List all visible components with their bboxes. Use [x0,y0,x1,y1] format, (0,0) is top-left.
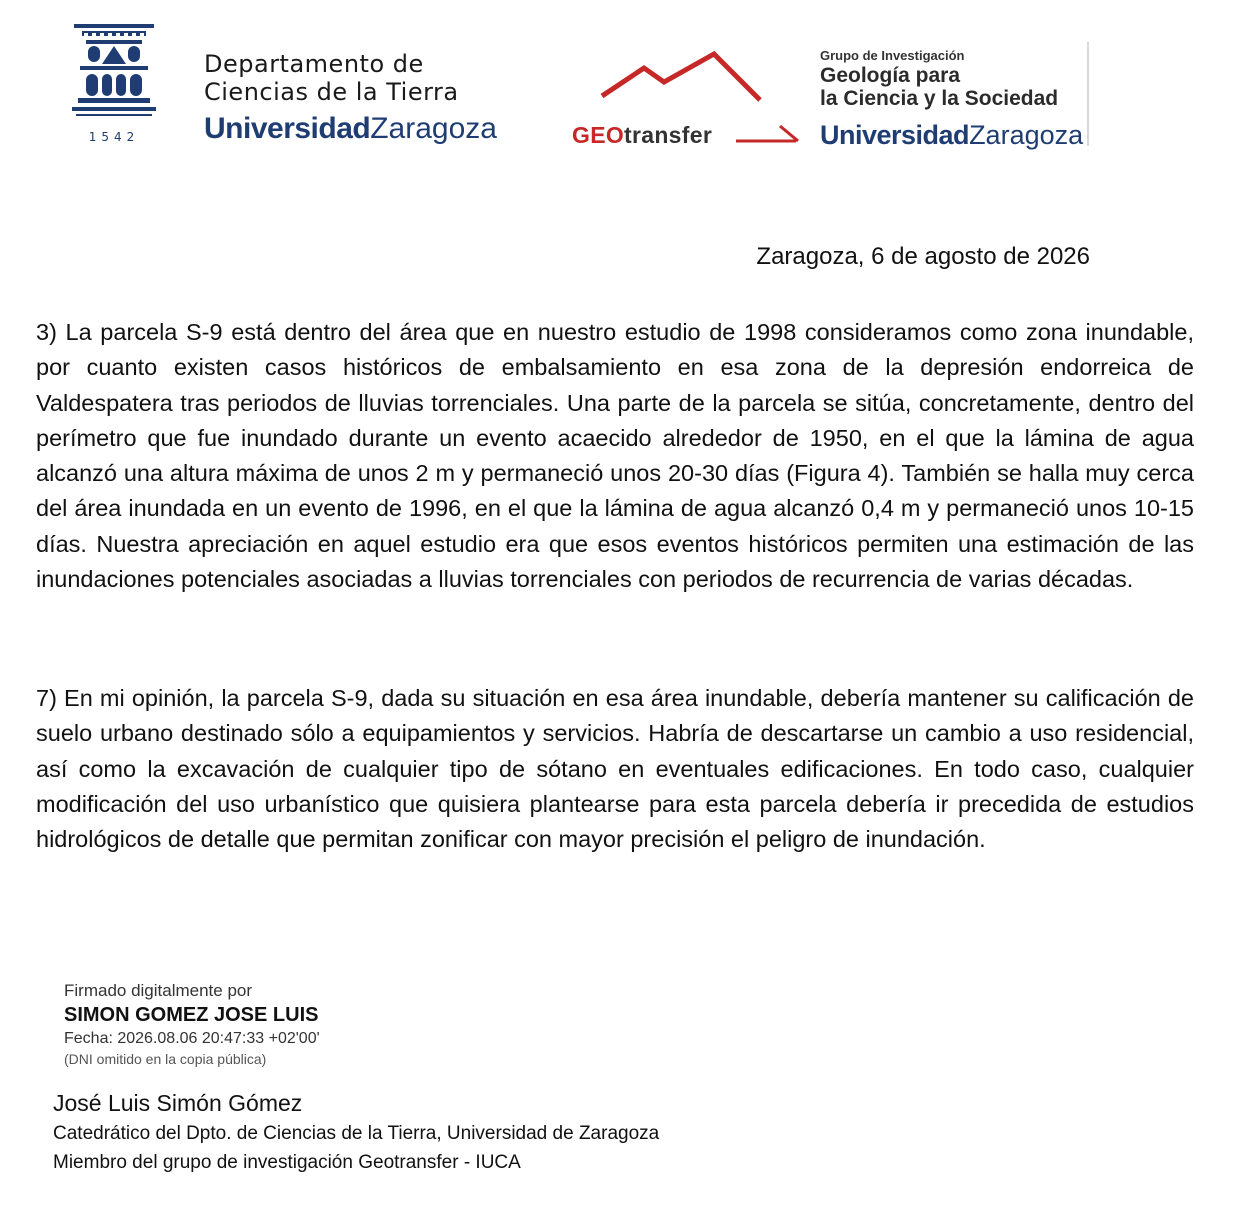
paragraph-7: 7) En mi opinión, la parcela S-9, dada su situación en esa área inundable, debería mantener su calificación de suelo urbano destinado sólo a equipamientos y servicios. Habría de descartarse un cambio a uso residencial, así como la excavación de cualquier tipo de sótano en eventuales edificaciones. En todo caso, cualquier modificación del uso urbanístico que quisiera plantearse para esta parcela debería ir precedida de estudios hidrológicos de detalle que permitan zonificar con mayor precisión el peligro de inundación. [36,685,1194,853]
signer-name: José Luis Simón Gómez [53,1090,303,1116]
geo-wordmark-light: Zaragoza [969,120,1084,150]
geotransfer-name [572,122,712,149]
geo-wordmark-bold: Universidad [820,120,970,150]
university-wordmark [204,112,514,146]
transfer-text: transfer [624,122,713,148]
signer-block [53,1087,953,1177]
underline-arrow-icon [736,122,802,146]
department-logo [204,50,514,146]
paragraph-3: 3) La parcela S-9 está dentro del área que en nuestro estudio de 1998 consideramos como zona inundable, por cuanto existen casos históricos de embalsamiento en esa zona de la depresión endorreica de Valdespatera tras periodos de lluvias torrenciales. Una parte de la parcela se sitúa, concretamente, dentro del perímetro que fue inundado durante un evento acaecido alrededor de 1950, en el que la lámina de agua alcanzó una altura máxima de unos 2 m y permaneció unos 20-30 días (Figura 4). También se halla muy cerca del área inundada en un evento de 1996, en el que la lámina de agua alcanzó 0,4 m y permaneció unos 10-15 días. Nuestra apreciación en aquel estudio era que esos eventos históricos permiten una estimación de las inundaciones potenciales asociadas a lluvias torrenciales con periodos de recurrencia de varias décadas. [36,319,1194,593]
research-group-label: Grupo de Investigación [820,48,965,63]
signature-name: SIMON GOMEZ JOSE LUIS [64,1004,319,1026]
department-line-2: Ciencias de la Tierra [204,78,459,106]
geotransfer-logo [570,40,1090,160]
wordmark-light: Zaragoza [370,112,497,145]
letter-date: Zaragoza, 6 de agosto de 2026 [756,243,1090,270]
digital-signature [64,980,564,1068]
signature-note: (DNI omitido en la copia pública) [64,1051,267,1067]
department-line-1: Departamento de [204,50,424,78]
signer-role-2: Miembro del grupo de investigación Geotransfer - IUCA [53,1152,521,1173]
signer-role-1: Catedrático del Dpto. de Ciencias de la Tierra, Universidad de Zaragoza [53,1123,660,1144]
mountain-line-icon [598,50,768,110]
geo-red-text: GEO [572,122,625,148]
geo-university-wordmark [820,120,1083,150]
signature-signed-by: Firmado digitalmente por [64,981,253,1000]
research-group-title [820,64,1058,110]
group-title-line-2: la Ciencia y la Sociedad [820,87,1059,110]
signature-date: Fecha: 2026.08.06 20:47:33 +02'00' [64,1030,320,1047]
letterhead [0,0,1235,170]
seal-year: 1542 [88,130,140,144]
wordmark-bold: Universidad [204,112,371,145]
header-divider [1087,42,1089,146]
group-title-line-1: Geología para [820,64,961,87]
